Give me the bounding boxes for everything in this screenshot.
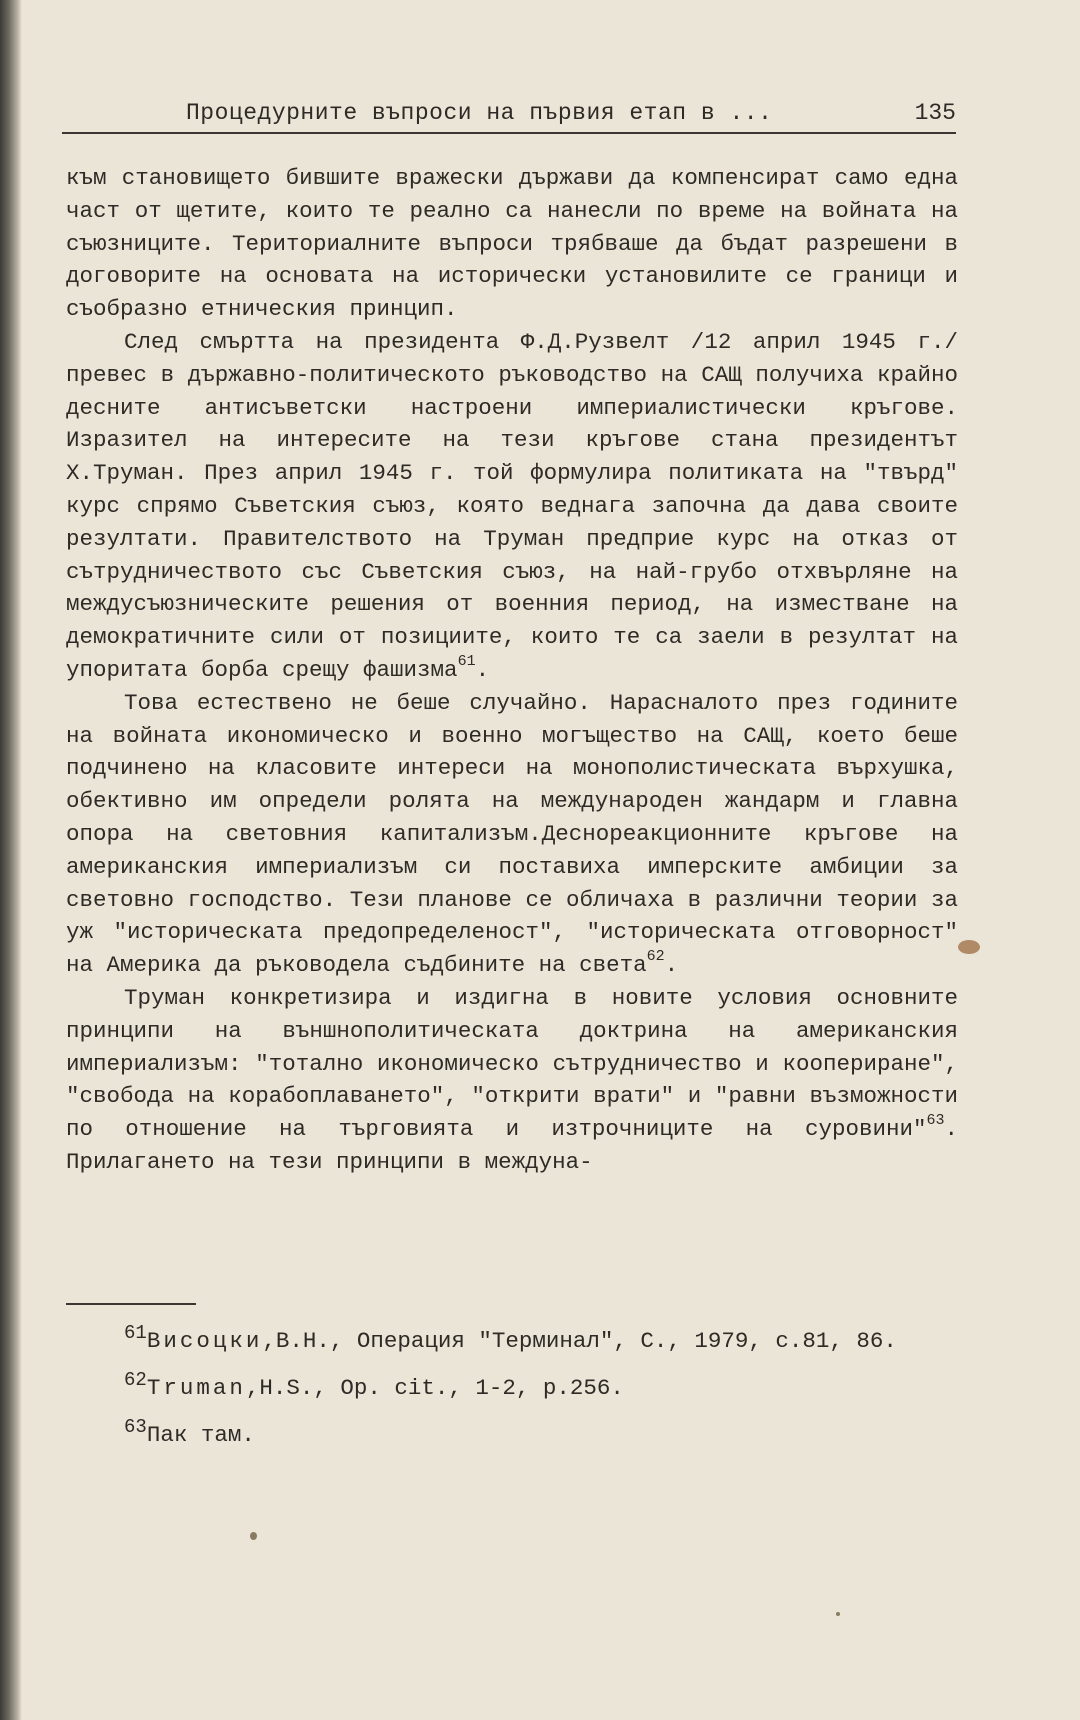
footnote-number: 63	[124, 1416, 147, 1438]
paper-speck	[958, 940, 980, 954]
paragraph-4	[66, 982, 958, 1179]
footnote-author: Truman	[146, 1375, 246, 1401]
footnote-ref-63: 63	[926, 1112, 945, 1130]
footnote-61	[66, 1322, 958, 1358]
paragraph-2-period: .	[475, 656, 490, 683]
footnote-text: ,В.Н., Операция "Терминал", С., 1979, с.81, 86.	[262, 1328, 897, 1354]
paper-speck	[250, 1532, 257, 1540]
paragraph-3-text: Това естествено не беше случайно. Нарасналото през годините на войната икономическо и военно могъщество на САЩ, което беше подчинено на класовите интереси на монополистическата върхушка, обективно им определи ролята на международен жандарм и главна опора на световния капитализъм.Деснореакционните кръгове на американския империализъм си поставиха имперските амбиции за световно господство. Тези планове се обличаха в различни теории за уж "историческата предопределеност", "историческата отговорност" на Америка да ръководела съдбините на света	[66, 689, 958, 979]
body-text	[66, 162, 958, 1179]
footnote-number: 62	[124, 1369, 147, 1391]
footnote-author: Висоцки	[146, 1328, 263, 1354]
footnote-ref-62: 62	[646, 948, 665, 966]
footnotes	[66, 1322, 958, 1466]
page-number: 135	[914, 100, 956, 126]
footnote-62	[66, 1369, 958, 1405]
paper-speck	[836, 1612, 840, 1616]
paragraph-1: към становището бившите вражески държави да компенсират само една част от щетите, които те реално са нанесли по време на войната на съюзниците. Териториалните въпроси трябваше да бъдат разрешени в договорите на основата на исторически установилите се граници и съобразно етническия принцип.	[66, 165, 958, 323]
footnote-divider	[66, 1303, 196, 1305]
footnote-text: ,H.S., Op. cit., 1-2, p.256.	[245, 1375, 624, 1401]
running-title: Процедурните въпроси на първия етап в ...	[186, 100, 773, 126]
footnote-63	[66, 1416, 958, 1452]
paragraph-2-text: След смъртта на президента Ф.Д.Рузвелт /12 април 1945 г./ превес в държавно-политическото ръководство на САЩ получиха крайно десните антисъветски настроени империалистически кръгове. Изразител на интересите на тези кръгове стана президентът Х.Труман. През април 1945 г. той формулира политиката на "твърд" курс спрямо Съветския съюз, която веднага започна да дава своите резултати. Правителството на Труман предприе курс на отказ от сътрудничеството със Съветския съюз, на най-грубо отхвърляне на междусъюзническите решения от военния период, на изместване на демократичните сили от позициите, които те са заели в резултат на упоритата борба срещу фашизма	[66, 328, 958, 683]
footnote-text: Пак там.	[146, 1422, 255, 1448]
paragraph-3	[66, 687, 958, 982]
paragraph-3-period: .	[664, 952, 679, 979]
footnote-ref-61: 61	[457, 652, 476, 670]
paragraph-4-text: Труман конкретизира и издигна в новите условия основните принципи на външнополитическата доктрина на американския империализъм: "тотално икономическо сътрудничество и коопериране", "свобода на корабоплаването", "открити врати" и "равни възможности по отношение на търговията и изтрочниците на суровини"	[66, 984, 958, 1143]
running-header	[62, 98, 956, 134]
paragraph-2	[66, 326, 958, 687]
paragraph-4-tail: . Прилагането на тези принципи в междуна-	[66, 1116, 958, 1175]
book-spine-shadow	[0, 0, 22, 1720]
footnote-number: 61	[124, 1322, 147, 1344]
